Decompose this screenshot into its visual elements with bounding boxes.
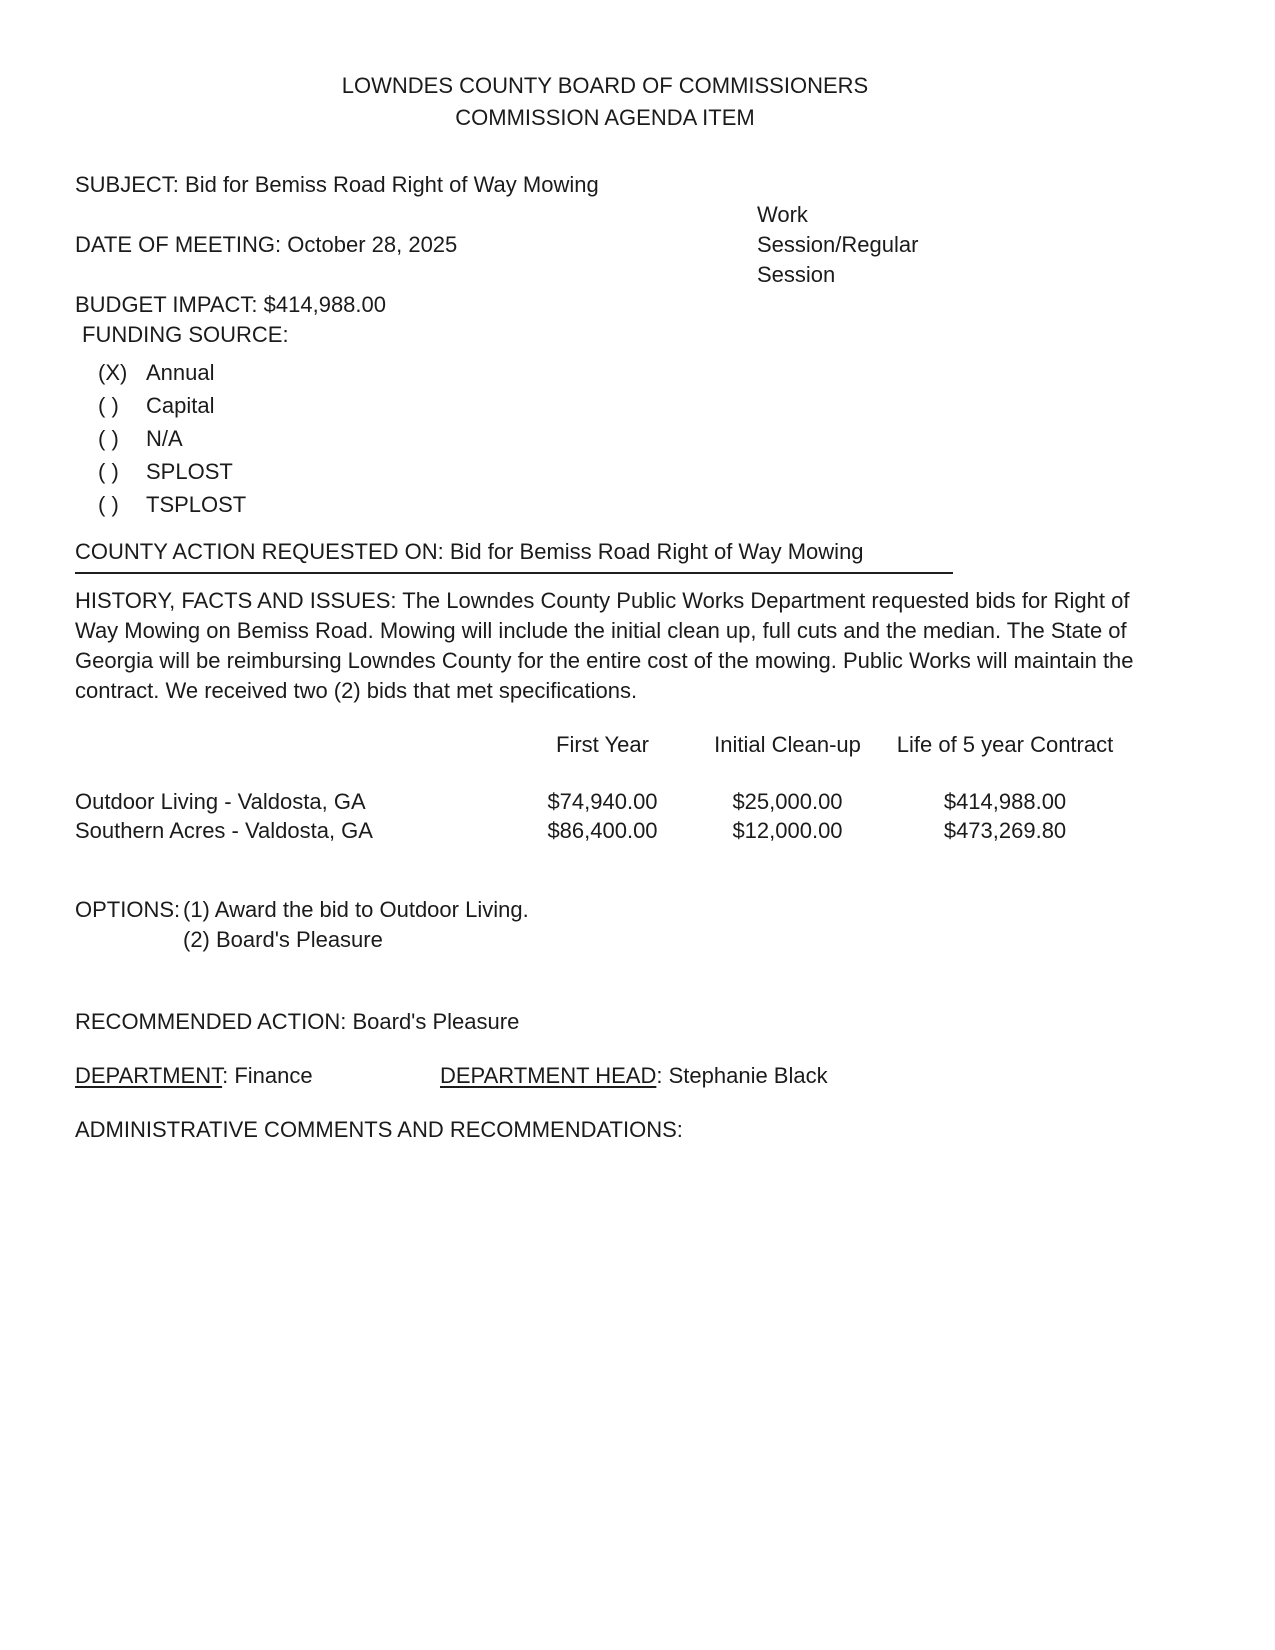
checkbox-mark: ( ) [98, 492, 119, 517]
bid-first-year: $86,400.00 [547, 818, 658, 843]
budget-impact-value: $414,988.00 [257, 292, 387, 317]
department-line [75, 1061, 440, 1091]
date-of-meeting-label: DATE OF MEETING: [75, 232, 282, 257]
options-section [75, 895, 1135, 955]
history-text: The Lowndes County Public Works Department requested bids for Right of Way Mowing on Bemiss Road. Mowing will include the initial clean up, full cuts and the median. The State of Georgia will be reimbursing Lowndes County for the entire cost of the mowing. Public Works will maintain the contract. We received two (2) bids that met specifications. [75, 588, 1134, 703]
funding-option-label: SPLOST [146, 459, 233, 484]
options-label: OPTIONS: [75, 897, 181, 922]
county-action-value: Bid for Bemiss Road Right of Way Mowing [443, 539, 864, 564]
department-head-line [440, 1061, 828, 1091]
date-of-meeting-value: October 28, 2025 [281, 232, 458, 257]
funding-option-capital [98, 389, 1135, 422]
funding-option-na [98, 422, 1135, 455]
checkbox-mark: ( ) [98, 459, 119, 484]
checkbox-mark: (X) [98, 360, 128, 385]
bids-table [75, 730, 1135, 845]
budget-impact-line [75, 290, 1135, 320]
date-of-meeting-line [75, 230, 757, 260]
county-action-line [75, 537, 953, 574]
funding-source-list [98, 356, 1135, 521]
recommended-action-value: Board's Pleasure [346, 1009, 520, 1034]
history-label: HISTORY, FACTS AND ISSUES: [75, 588, 397, 613]
department-label: DEPARTMENT [75, 1063, 223, 1088]
department-row [75, 1061, 1135, 1091]
department-head-label: DEPARTMENT HEAD [440, 1063, 657, 1088]
meeting-row [75, 200, 1135, 290]
bidder-name: Outdoor Living - Valdosta, GA [75, 789, 366, 814]
recommended-action-label: RECOMMENDED ACTION: [75, 1009, 347, 1034]
funding-option-label: Annual [146, 360, 215, 385]
funding-option-label: TSPLOST [146, 492, 247, 517]
department-value: : Finance [222, 1063, 313, 1088]
funding-option-label: Capital [146, 393, 215, 418]
recommended-action-line [75, 1007, 1135, 1037]
funding-option-tsplost [98, 488, 1135, 521]
bid-initial-cleanup: $12,000.00 [732, 818, 843, 843]
funding-source-label: FUNDING SOURCE: [82, 322, 289, 347]
table-header-life-of-contract: Life of 5 year Contract [896, 732, 1114, 757]
funding-option-splost [98, 455, 1135, 488]
option-item-1: (1) Award the bid to Outdoor Living. [183, 897, 529, 922]
subject-line [75, 170, 1135, 200]
document-title [75, 70, 1135, 134]
session-note-line2: Session/Regular [757, 232, 919, 257]
bid-life-of-contract: $473,269.80 [943, 818, 1067, 843]
county-action-label: COUNTY ACTION REQUESTED ON: [75, 539, 444, 564]
table-header-spacer [75, 730, 505, 759]
admin-comments-line: ADMINISTRATIVE COMMENTS AND RECOMMENDATIONS: [75, 1117, 683, 1142]
bid-life-of-contract: $414,988.00 [943, 789, 1067, 814]
checkbox-mark: ( ) [98, 426, 119, 451]
budget-impact-label: BUDGET IMPACT: [75, 292, 258, 317]
table-header-initial-cleanup: Initial Clean-up [714, 732, 861, 757]
subject-value: Bid for Bemiss Road Right of Way Mowing [178, 172, 599, 197]
document-title-line1: LOWNDES COUNTY BOARD OF COMMISSIONERS [341, 73, 869, 98]
bid-initial-cleanup: $25,000.00 [732, 789, 843, 814]
history-paragraph [75, 586, 1135, 706]
bidder-name: Southern Acres - Valdosta, GA [75, 818, 373, 843]
funding-option-annual [98, 356, 1135, 389]
session-note-line3: Session [757, 262, 836, 287]
option-item-2: (2) Board's Pleasure [183, 927, 383, 952]
checkbox-mark: ( ) [98, 393, 119, 418]
subject-label: SUBJECT: [75, 172, 179, 197]
table-header-first-year: First Year [556, 732, 649, 757]
bid-first-year: $74,940.00 [547, 789, 658, 814]
session-note [757, 200, 1135, 290]
session-note-line1: Work [757, 202, 808, 227]
funding-option-label: N/A [146, 426, 183, 451]
department-head-value: : Stephanie Black [656, 1063, 828, 1088]
document-title-line2: COMMISSION AGENDA ITEM [455, 105, 755, 130]
options-items [183, 895, 529, 955]
